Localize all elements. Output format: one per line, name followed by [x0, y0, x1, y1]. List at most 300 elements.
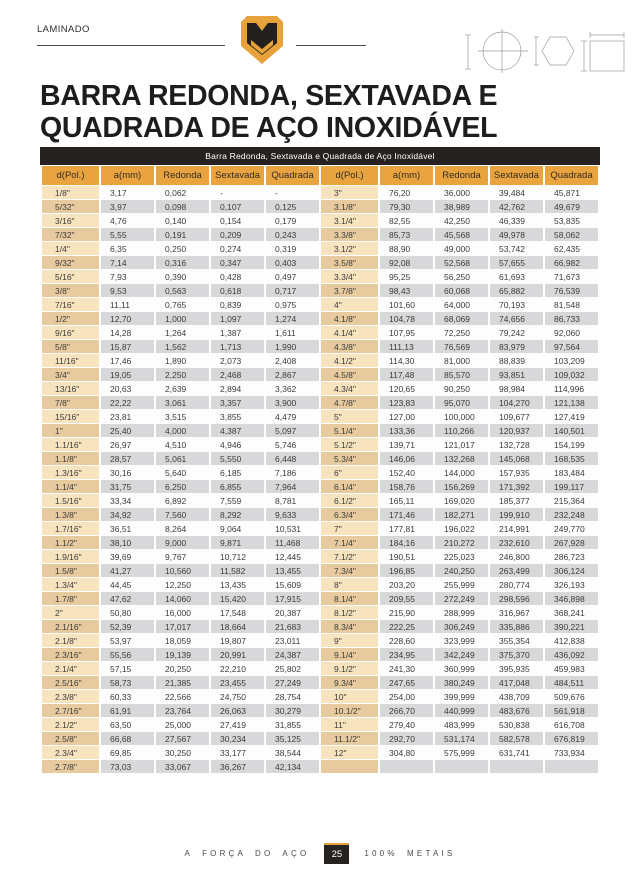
cell-value: 110,266 — [435, 424, 488, 437]
table-row — [42, 760, 598, 773]
round-bar-section-icon — [462, 27, 530, 75]
column-header-sextavada-left: Sextavada — [211, 166, 264, 185]
column-header-d-pol-right: d(Pol.) — [321, 166, 378, 185]
cell-value: 49,978 — [490, 228, 543, 241]
column-header-sextavada-right: Sextavada — [490, 166, 543, 185]
cell-value: 438,709 — [490, 690, 543, 703]
table-row — [42, 662, 598, 675]
table-row — [42, 746, 598, 759]
cell-value: 4,946 — [211, 438, 264, 451]
cell-value: 399,999 — [435, 690, 488, 703]
cell-value: 42,250 — [435, 214, 488, 227]
cell-size-inches: 7/8" — [42, 396, 99, 409]
cell-value: 509,676 — [545, 690, 598, 703]
cell-value: 3,515 — [156, 410, 209, 423]
table-row — [42, 592, 598, 605]
page-number-badge: 25 — [324, 843, 349, 864]
cell-value: 168,535 — [545, 452, 598, 465]
cell-value: 4,387 — [211, 424, 264, 437]
cell-size-inches: 3/8" — [42, 284, 99, 297]
square-bar-section-icon — [578, 27, 628, 75]
cell-value: 52,568 — [435, 256, 488, 269]
cell-value: 26,063 — [211, 704, 264, 717]
cell-value: 72,250 — [435, 326, 488, 339]
cell-value: 3,97 — [101, 200, 154, 213]
cell-value: 7,560 — [156, 508, 209, 521]
cell-value: 0,209 — [211, 228, 264, 241]
cell-value: 292,70 — [380, 732, 433, 745]
cell-value: 1,611 — [266, 326, 319, 339]
cell-size-inches: 15/16" — [42, 410, 99, 423]
cell-value: 8,264 — [156, 522, 209, 535]
cell-value: 145,068 — [490, 452, 543, 465]
cell-value: 22,566 — [156, 690, 209, 703]
cell-value: 109,032 — [545, 368, 598, 381]
cell-size-inches: 4.3/8" — [321, 340, 378, 353]
cell-value: 199,117 — [545, 480, 598, 493]
cell-value: 12,250 — [156, 578, 209, 591]
cell-value: 36,51 — [101, 522, 154, 535]
cell-value: 17,017 — [156, 620, 209, 633]
cell-value: 5,061 — [156, 452, 209, 465]
cell-value: 3,357 — [211, 396, 264, 409]
cell-size-inches: 3.1/2" — [321, 242, 378, 255]
cell-value: 23,764 — [156, 704, 209, 717]
table-row — [42, 368, 598, 381]
cell-size-inches: 5" — [321, 410, 378, 423]
cell-value: 676,819 — [545, 732, 598, 745]
cell-value: 15,609 — [266, 578, 319, 591]
cell-value: 171,46 — [380, 508, 433, 521]
cell-size-inches: 1/2" — [42, 312, 99, 325]
cell-value: 85,73 — [380, 228, 433, 241]
cell-value: 25,000 — [156, 718, 209, 731]
cell-value: 1,713 — [211, 340, 264, 353]
cell-value: 483,999 — [435, 718, 488, 731]
cell-size-inches: 5/16" — [42, 270, 99, 283]
cell-value: 0,098 — [156, 200, 209, 213]
cell-value: 0,316 — [156, 256, 209, 269]
cell-value: 196,85 — [380, 564, 433, 577]
cell-value: 183,484 — [545, 466, 598, 479]
cell-value: 104,270 — [490, 396, 543, 409]
divider-line — [37, 45, 225, 46]
cell-size-inches: 7/32" — [42, 228, 99, 241]
cell-value: 101,60 — [380, 298, 433, 311]
table-row — [42, 382, 598, 395]
cell-size-inches: 7/16" — [42, 298, 99, 311]
cell-value: 18,059 — [156, 634, 209, 647]
cell-size-inches: 3" — [321, 186, 378, 199]
spec-table-container — [40, 147, 600, 774]
table-row — [42, 676, 598, 689]
cell-value: 20,63 — [101, 382, 154, 395]
column-header-redonda-left: Redonda — [156, 166, 209, 185]
table-row — [42, 480, 598, 493]
cell-value: 304,80 — [380, 746, 433, 759]
cell-size-inches: 9.1/4" — [321, 648, 378, 661]
column-header-quadrada-right: Quadrada — [545, 166, 598, 185]
table-row — [42, 704, 598, 717]
cell-size-inches: 9/32" — [42, 256, 99, 269]
cell-value: 0,403 — [266, 256, 319, 269]
cell-value: 272,249 — [435, 592, 488, 605]
cell-value: 1,264 — [156, 326, 209, 339]
cell-size-inches: 4.1/8" — [321, 312, 378, 325]
cell-value: 483,676 — [490, 704, 543, 717]
table-row — [42, 620, 598, 633]
cell-value: 17,548 — [211, 606, 264, 619]
cell-size-inches: 4.7/8" — [321, 396, 378, 409]
cell-value: 85,570 — [435, 368, 488, 381]
cell-size-inches: 2" — [42, 606, 99, 619]
cell-size-inches: 9.1/2" — [321, 662, 378, 675]
cell-value: 14,060 — [156, 592, 209, 605]
cell-value: 459,983 — [545, 662, 598, 675]
cell-value: 6,185 — [211, 466, 264, 479]
cell-value: 60,33 — [101, 690, 154, 703]
cell-value: 9,000 — [156, 536, 209, 549]
cell-value: 15,87 — [101, 340, 154, 353]
table-title-bar: Barra Redonda, Sextavada e Quadrada de Aço Inoxidável — [40, 147, 600, 165]
cell-value: 56,250 — [435, 270, 488, 283]
cell-size-inches: 10.1/2" — [321, 704, 378, 717]
cell-value: 7,559 — [211, 494, 264, 507]
cell-value: 368,241 — [545, 606, 598, 619]
cell-value: 484,511 — [545, 676, 598, 689]
cell-value: 132,728 — [490, 438, 543, 451]
cell-value: 17,46 — [101, 354, 154, 367]
table-row — [42, 242, 598, 255]
cell-value: 97,564 — [545, 340, 598, 353]
cell-value: 19,139 — [156, 648, 209, 661]
cell-value — [490, 760, 543, 773]
cell-size-inches: 7" — [321, 522, 378, 535]
cell-value: 71,673 — [545, 270, 598, 283]
cell-value: 267,928 — [545, 536, 598, 549]
cell-value: 28,754 — [266, 690, 319, 703]
cell-value: 215,90 — [380, 606, 433, 619]
cell-value: 157,935 — [490, 466, 543, 479]
cell-size-inches: 9.3/4" — [321, 676, 378, 689]
cell-value: 9,767 — [156, 550, 209, 563]
cell-size-inches — [321, 760, 378, 773]
cell-value: 76,539 — [545, 284, 598, 297]
page-title-line2: QUADRADA DE AÇO INOXIDÁVEL — [40, 112, 498, 145]
table-header-row — [42, 166, 598, 185]
cell-value: 1,274 — [266, 312, 319, 325]
cell-value: 20,991 — [211, 648, 264, 661]
cell-value: 11,11 — [101, 298, 154, 311]
table-row — [42, 312, 598, 325]
cell-value: 33,067 — [156, 760, 209, 773]
cell-value: 31,855 — [266, 718, 319, 731]
table-row — [42, 396, 598, 409]
cell-value: 42,762 — [490, 200, 543, 213]
cell-value: 165,11 — [380, 494, 433, 507]
cell-value: 107,95 — [380, 326, 433, 339]
cell-size-inches: 1.5/16" — [42, 494, 99, 507]
cell-value: 214,991 — [490, 522, 543, 535]
cell-value: 246,800 — [490, 550, 543, 563]
cell-size-inches: 5/8" — [42, 340, 99, 353]
cell-value: 123,83 — [380, 396, 433, 409]
divider-line — [296, 45, 366, 46]
cell-value: 8,781 — [266, 494, 319, 507]
cell-value: 7,14 — [101, 256, 154, 269]
cell-value: 76,20 — [380, 186, 433, 199]
cell-value: 241,30 — [380, 662, 433, 675]
cell-value: 0,497 — [266, 270, 319, 283]
cell-size-inches: 6" — [321, 466, 378, 479]
cell-value: 93,851 — [490, 368, 543, 381]
cell-value: 190,51 — [380, 550, 433, 563]
cell-value: 2,867 — [266, 368, 319, 381]
cell-value: 733,934 — [545, 746, 598, 759]
cell-size-inches: 3.3/4" — [321, 270, 378, 283]
cell-value: 140,501 — [545, 424, 598, 437]
cell-value: 6,855 — [211, 480, 264, 493]
cell-value — [435, 760, 488, 773]
cell-value: 8,292 — [211, 508, 264, 521]
page-title-line1: BARRA REDONDA, SEXTAVADA E — [40, 80, 498, 112]
cell-size-inches: 7.3/4" — [321, 564, 378, 577]
cell-value: 104,78 — [380, 312, 433, 325]
cell-value: 203,20 — [380, 578, 433, 591]
cell-size-inches: 4" — [321, 298, 378, 311]
cell-value: 11,582 — [211, 564, 264, 577]
cell-value: 4,76 — [101, 214, 154, 227]
cell-value: 52,39 — [101, 620, 154, 633]
cell-value: 0,563 — [156, 284, 209, 297]
cell-size-inches: 10" — [321, 690, 378, 703]
table-row — [42, 340, 598, 353]
cell-value: 88,90 — [380, 242, 433, 255]
cell-value: 9,53 — [101, 284, 154, 297]
cell-value: 254,00 — [380, 690, 433, 703]
cell-value: 30,250 — [156, 746, 209, 759]
cell-value: 27,567 — [156, 732, 209, 745]
cell-value: 53,742 — [490, 242, 543, 255]
cell-value: 530,838 — [490, 718, 543, 731]
footer-tagline-right: 100% METAIS — [364, 848, 456, 858]
cell-value: 90,250 — [435, 382, 488, 395]
cell-value: 61,91 — [101, 704, 154, 717]
cell-value: 139,71 — [380, 438, 433, 451]
cell-value: 57,655 — [490, 256, 543, 269]
cell-size-inches: 5.1/4" — [321, 424, 378, 437]
cell-value: 306,124 — [545, 564, 598, 577]
table-row — [42, 186, 598, 199]
cell-value: 117,48 — [380, 368, 433, 381]
cell-value: 86,733 — [545, 312, 598, 325]
cell-value — [545, 760, 598, 773]
cell-value: 81,548 — [545, 298, 598, 311]
cell-size-inches: 5.1/2" — [321, 438, 378, 451]
category-label: LAMINADO — [37, 24, 90, 35]
table-row — [42, 438, 598, 451]
cell-size-inches: 1.1/16" — [42, 438, 99, 451]
cell-value: 266,70 — [380, 704, 433, 717]
cell-value: 55,56 — [101, 648, 154, 661]
cell-value: 6,35 — [101, 242, 154, 255]
cell-value: 225,023 — [435, 550, 488, 563]
cell-value: 36,267 — [211, 760, 264, 773]
cell-value: 6,448 — [266, 452, 319, 465]
footer-tagline-left: A FORÇA DO AÇO — [184, 848, 310, 858]
cell-value: 2,468 — [211, 368, 264, 381]
cell-value: 45,871 — [545, 186, 598, 199]
cell-value: 25,40 — [101, 424, 154, 437]
cell-value: 2,250 — [156, 368, 209, 381]
cell-value: 95,070 — [435, 396, 488, 409]
table-row — [42, 536, 598, 549]
cell-value: 2,639 — [156, 382, 209, 395]
cell-size-inches: 6.1/2" — [321, 494, 378, 507]
cell-size-inches: 2.3/8" — [42, 690, 99, 703]
column-header-redonda-right: Redonda — [435, 166, 488, 185]
cell-value: 2,073 — [211, 354, 264, 367]
table-row — [42, 648, 598, 661]
cell-value: 3,362 — [266, 382, 319, 395]
cell-value: 158,76 — [380, 480, 433, 493]
cell-size-inches: 1/8" — [42, 186, 99, 199]
cell-value: 171,392 — [490, 480, 543, 493]
cell-value: 66,68 — [101, 732, 154, 745]
cell-value: 70,193 — [490, 298, 543, 311]
table-row — [42, 228, 598, 241]
cell-value: 14,28 — [101, 326, 154, 339]
cell-value: 631,741 — [490, 746, 543, 759]
column-header-d-pol-left: d(Pol.) — [42, 166, 99, 185]
cell-size-inches: 1.7/8" — [42, 592, 99, 605]
table-row — [42, 354, 598, 367]
cell-value: 177,81 — [380, 522, 433, 535]
cell-value: 92,060 — [545, 326, 598, 339]
cell-size-inches: 4.1/2" — [321, 354, 378, 367]
cell-value: 7,964 — [266, 480, 319, 493]
cell-value: 57,15 — [101, 662, 154, 675]
cell-value: 74,656 — [490, 312, 543, 325]
cell-value: 0,717 — [266, 284, 319, 297]
cell-value: 0,319 — [266, 242, 319, 255]
cell-value: 30,279 — [266, 704, 319, 717]
cell-value: 196,022 — [435, 522, 488, 535]
cell-size-inches: 8.3/4" — [321, 620, 378, 633]
cell-value: 35,125 — [266, 732, 319, 745]
cell-value: 27,249 — [266, 676, 319, 689]
table-row — [42, 508, 598, 521]
cell-value: 0,140 — [156, 214, 209, 227]
cell-value: 326,193 — [545, 578, 598, 591]
cell-value: 5,550 — [211, 452, 264, 465]
cell-value: 66,982 — [545, 256, 598, 269]
cell-value: 1,562 — [156, 340, 209, 353]
cell-value: 120,937 — [490, 424, 543, 437]
cell-size-inches: 4.1/4" — [321, 326, 378, 339]
cell-value: 23,81 — [101, 410, 154, 423]
cell-value: 440,999 — [435, 704, 488, 717]
cell-value: 0,179 — [266, 214, 319, 227]
cell-size-inches: 1.3/8" — [42, 508, 99, 521]
cell-value: 49,679 — [545, 200, 598, 213]
cell-value: 3,855 — [211, 410, 264, 423]
cell-value: - — [266, 186, 319, 199]
cell-value: 0,191 — [156, 228, 209, 241]
table-row — [42, 214, 598, 227]
cell-value: 9,064 — [211, 522, 264, 535]
cell-value: 44,45 — [101, 578, 154, 591]
cell-size-inches: 13/16" — [42, 382, 99, 395]
cell-size-inches: 2.5/16" — [42, 676, 99, 689]
cell-value: 133,36 — [380, 424, 433, 437]
cell-value: 76,569 — [435, 340, 488, 353]
cell-value: 58,73 — [101, 676, 154, 689]
table-row — [42, 298, 598, 311]
cell-value: 17,915 — [266, 592, 319, 605]
cell-size-inches: 12" — [321, 746, 378, 759]
cell-size-inches: 1.5/8" — [42, 564, 99, 577]
cell-value: 121,017 — [435, 438, 488, 451]
cell-value: 31,75 — [101, 480, 154, 493]
cell-value: 7,93 — [101, 270, 154, 283]
cell-size-inches: 3/16" — [42, 214, 99, 227]
cell-value: 33,177 — [211, 746, 264, 759]
cell-value: 38,10 — [101, 536, 154, 549]
cell-value: 169,020 — [435, 494, 488, 507]
cell-value: 95,25 — [380, 270, 433, 283]
brand-logo-icon — [241, 16, 283, 70]
cell-value: 184,16 — [380, 536, 433, 549]
cell-value: 62,435 — [545, 242, 598, 255]
cell-value: 114,30 — [380, 354, 433, 367]
cell-value: 0,765 — [156, 298, 209, 311]
cell-size-inches: 11.1/2" — [321, 732, 378, 745]
cell-value: 5,55 — [101, 228, 154, 241]
cell-value: 60,068 — [435, 284, 488, 297]
cell-value: 98,984 — [490, 382, 543, 395]
cell-size-inches: 9/16" — [42, 326, 99, 339]
cell-value: 30,16 — [101, 466, 154, 479]
cell-value: 4,479 — [266, 410, 319, 423]
cell-value: 316,967 — [490, 606, 543, 619]
cell-value: 46,339 — [490, 214, 543, 227]
cell-value: 0,274 — [211, 242, 264, 255]
cell-value: 152,40 — [380, 466, 433, 479]
cell-value: 222,25 — [380, 620, 433, 633]
cell-size-inches: 1.7/16" — [42, 522, 99, 535]
cell-value: 288,999 — [435, 606, 488, 619]
column-header-a-mm-right: a(mm) — [380, 166, 433, 185]
cell-value: 83,979 — [490, 340, 543, 353]
cell-value: 182,271 — [435, 508, 488, 521]
cell-value: 0,839 — [211, 298, 264, 311]
cell-value: 20,250 — [156, 662, 209, 675]
cell-size-inches: 7.1/2" — [321, 550, 378, 563]
cell-value: 12,70 — [101, 312, 154, 325]
cell-value: 33,34 — [101, 494, 154, 507]
cell-value: 436,092 — [545, 648, 598, 661]
cell-value: 25,802 — [266, 662, 319, 675]
cell-value: 13,435 — [211, 578, 264, 591]
cell-value: 79,30 — [380, 200, 433, 213]
cell-size-inches: 2.1/16" — [42, 620, 99, 633]
cell-size-inches: 3.7/8" — [321, 284, 378, 297]
cell-value: 39,484 — [490, 186, 543, 199]
cell-value: 19,807 — [211, 634, 264, 647]
cell-value: 19,05 — [101, 368, 154, 381]
cell-value: 24,750 — [211, 690, 264, 703]
